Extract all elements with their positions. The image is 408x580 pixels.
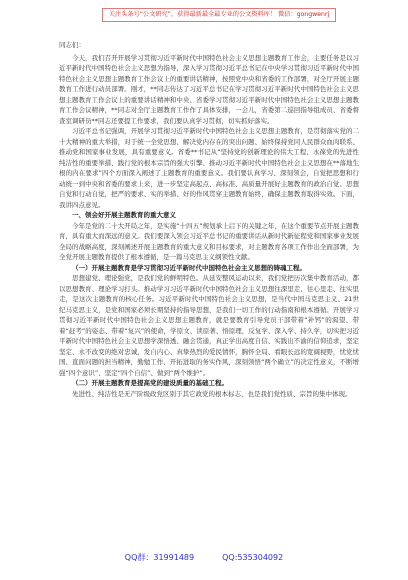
paragraph: 今年是党的二十大开局之年，是实施“十四五”规划承上启下的关键之年，在这个重要节点开展主题教育，具有重大而深远的意义。我们要深入领会习近平总书记的重要讲话从新时代新征程党和国家事业发展全局的战略高度，深刻阐述开展主题教育的重大意义和目标要求，对主题教育各项工作作出全面部署，为全党开展主题教育提供了根本遵循，是一篇马克思主义纲领性文献。 (59, 221, 359, 261)
document-body (59, 40, 359, 399)
section-heading: 一、领会好开展主题教育的重大意义 (72, 211, 176, 219)
paragraph: 思想建党、理论强党，是我们党的鲜明特色。从延安整风运动以来，我们党把历次集中教育活动，都以思想教育、理论学习打头。推动学习习近平新时代中国特色社会主义思想往深里走、往心里走、往实里走，是这次主题教育的核心任务。习近平新时代中国特色社会主义思想，是当代中国马克思主义、21世纪马克思主义，是党和国家必须长期坚持的指导思想，是我们一切工作的行动指南和根本遵循。开展学习贯彻习近平新时代中国特色社会主义思想主题教育，就是要教育引导党员干部带着“补钙”的渴望、带着“赶考”的姿态、带着“复兴”的使命，学原文、读原著、悟原理，反复学、深入学、持久学，切实把习近平新时代中国特色社会主义思想学深悟透、融会贯通，真正学出高度自信、实践出不渝的信仰追求，坚定坚定、永不改变的绝对忠诚，发自内心、真挚热烈的爱民情怀，胸怀全局、看眼长远的宽阔视野，忧党忧国、直面问题的担当精神，勤勉工作、开拓进取的务实作风，深刻领悟“两个确立”的决定性意义，不断增强“四个意识”、坚定“四个自信”、做到“两个维护”。 (59, 274, 359, 377)
subsection-heading: （一）开展主题教育是学习贯彻习近平新时代中国特色社会主义思想的铸魂工程。 (72, 263, 306, 272)
salutation: 同志们： (59, 41, 85, 49)
subsection-heading: （二）开展主题教育是提高党的建设质量的基础工程。 (72, 379, 228, 387)
qq-group-text: QQ群：31991489 (124, 553, 195, 562)
promo-banner: 关注头条号“公文研究”，获得最新最全最专业的公文资料库！ 微信：gongwenrj (102, 8, 336, 22)
paragraph: 今天，我们召开开展学习贯彻习近平新时代中国特色社会主义思想主题教育工作会，主要任务是以习近平新时代中国特色社会主义思想为指导，深入学习贯彻习近平总书记在中央学习贯彻习近平新时代中国特色社会主义思想主题教育工作会议上的重要讲话精神，按照党中央和省委的工作部署，对全厅开展主题教育工作进行动员部署。刚才，**同志传达了习近平总书记在学习贯彻习近平新时代中国特色社会主义思想主题教育工作会议上的重要讲话精神和中央、省委学习贯彻习近平新时代中国特色社会主义思想主题教育工作会议精神，**同志对全厅主题教育工作作了具体安排，一会儿，省委第二巡回指导组成员、省委督查室调研员**同志还要提工作要求，我们要认真学习贯彻，切实抓好落实。 (59, 53, 359, 125)
paragraph: 习近平总书记强调，开展学习贯彻习近平新时代中国特色社会主义思想主题教育，是贯彻落实党的二十大精神的重大举措，对于统一全党思想、解决党内存在的突出问题、始终保持党同人民群众血肉联系、推动党和国家事业发展，具有重要意义。省委**书记从“坚持党的创新理论的伟大工程、永葆党的先进性纯洁性的重要举措、践行党的根本宗旨的强大引擎、推动习近平新时代中国特色社会主义思想在**落地生根的内在要求”四个方面深入阐述了主题教育的重要意义。我们要认真学习、深刻领会，自觉把思想和行动统一到中央和省委的要求上来，进一步坚定高起点、高标准、高质量开展好主题教育的政治自觉、思想自觉和行动自觉，把严的要求、实的举措、好的作风贯穿主题教育始终，确保主题教育取得实效。下面，我讲四点意见。 (59, 127, 359, 209)
footer-contact (0, 552, 408, 564)
qq-text: QQ:535304092 (222, 553, 284, 562)
paragraph: 先进性、纯洁性是无产阶级政党区别于其它政党的根本标志，也是我们党性质、宗旨的集中体现。 (72, 389, 352, 398)
